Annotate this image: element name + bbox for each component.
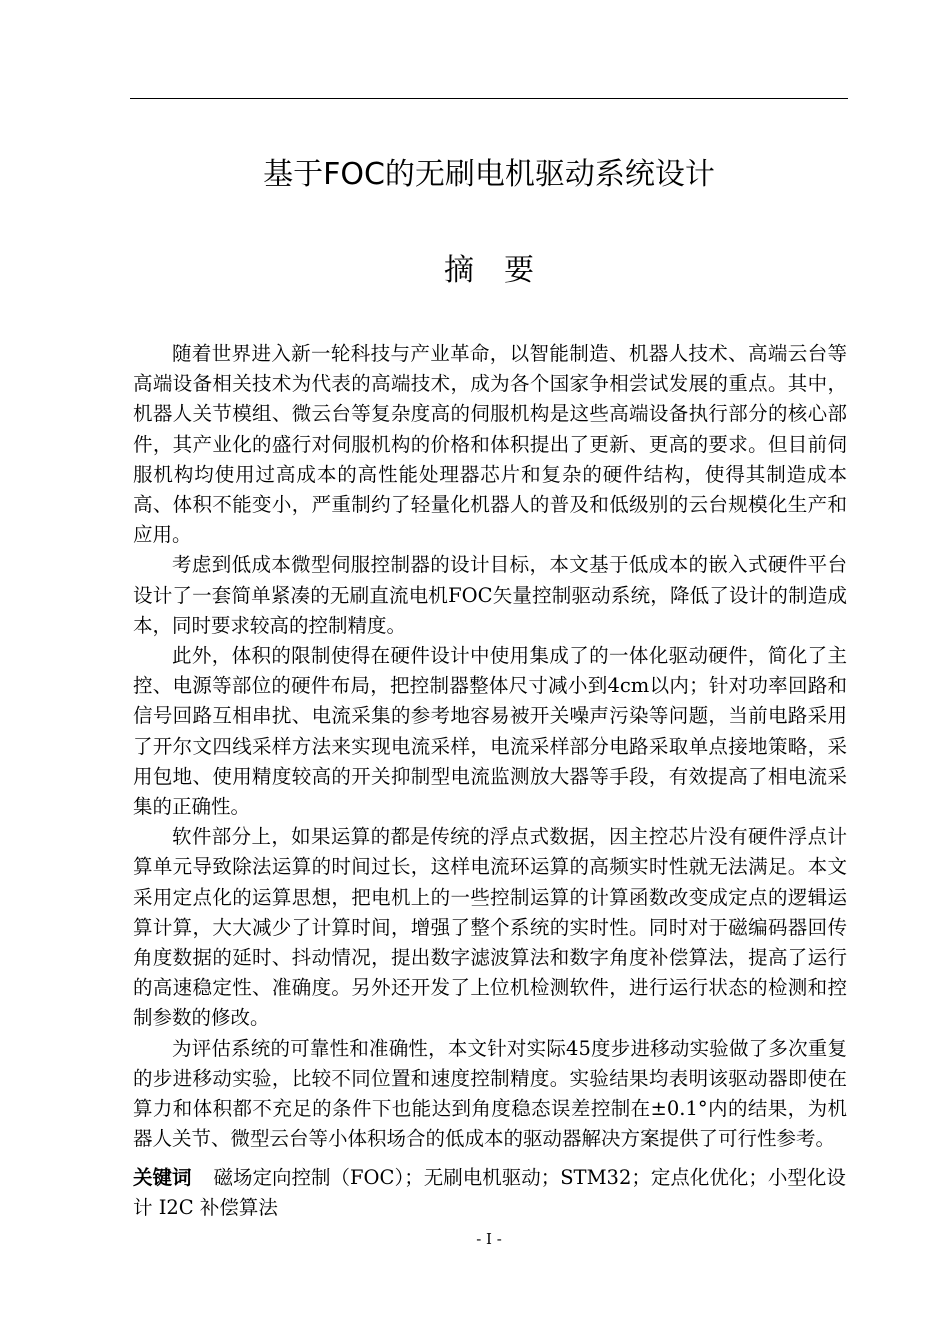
abstract-paragraph-1: 随着世界进入新一轮科技与产业革命，以智能制造、机器人技术、高端云台等高端设备相关技术为代表的高端技术，成为各个国家争相尝试发展的重点。其中，机器人关节模组、微云台等复杂度高的伺服机构是这些高端设备执行部分的核心部件，其产业化的盛行对伺服机构的价格和体积提出了更新、更高的要求。但目前伺服机构均使用过高成本的高性能处理器芯片和复杂的硬件结构，使得其制造成本高、体积不能变小，严重制约了轻量化机器人的普及和低级别的云台规模化生产和应用。 [133,342,847,547]
abstract-paragraph-5: 为评估系统的可靠性和准确性，本文针对实际45度步进移动实验做了多次重复的步进移动实验，比较不同位置和速度控制精度。实验结果均表明该驱动器即使在算力和体积都不充足的条件下也能达到角度稳态误差控制在±0.1°内的结果，为机器人关节、微型云台等小体积场合的低成本的驱动器解决方案提供了可行性参考。 [133,1036,847,1151]
keywords-label: 关键词 [133,1166,192,1189]
abstract-heading: 摘要 [444,253,564,288]
page-number: - I - [476,1230,502,1248]
thesis-title: 基于FOC的无刷电机驱动系统设计 [263,157,715,192]
abstract-body [133,339,847,1154]
abstract-paragraph-4: 软件部分上，如果运算的都是传统的浮点式数据，因主控芯片没有硬件浮点计算单元导致除法运算的时间过长，这样电流环运算的高频实时性就无法满足。本文采用定点化的运算思想，把电机上的一些控制运算的计算函数改变成定点的逻辑运算计算，大大减少了计算时间，增强了整个系统的实时性。同时对于磁编码器回传角度数据的延时、抖动情况，提出数字滤波算法和数字角度补偿算法，提高了运行的高速稳定性、准确度。另外还开发了上位机检测软件，进行运行状态的检测和控制参数的修改。 [133,825,847,1030]
keywords-block [133,1163,847,1223]
header-rule [130,98,848,99]
abstract-paragraph-2: 考虑到低成本微型伺服控制器的设计目标，本文基于低成本的嵌入式硬件平台设计了一套简单紧凑的无刷直流电机FOC矢量控制驱动系统，降低了设计的制造成本，同时要求较高的控制精度。 [133,553,847,637]
abstract-paragraph-3: 此外，体积的限制使得在硬件设计中使用集成了的一体化驱动硬件，简化了主控、电源等部位的硬件布局，把控制器整体尺寸减小到4cm以内；针对功率回路和信号回路互相串扰、电流采集的参考地容易被开关噪声污染等问题，当前电路采用了开尔文四线采样方法来实现电流采样，电流采样部分电路采取单点接地策略，采用包地、使用精度较高的开关抑制型电流监测放大器等手段，有效提高了相电流采集的正确性。 [133,644,847,819]
keywords-text: 磁场定向控制（FOC）；无刷电机驱动；STM32；定点化优化；小型化设计 I2C 补偿算法 [133,1166,846,1219]
